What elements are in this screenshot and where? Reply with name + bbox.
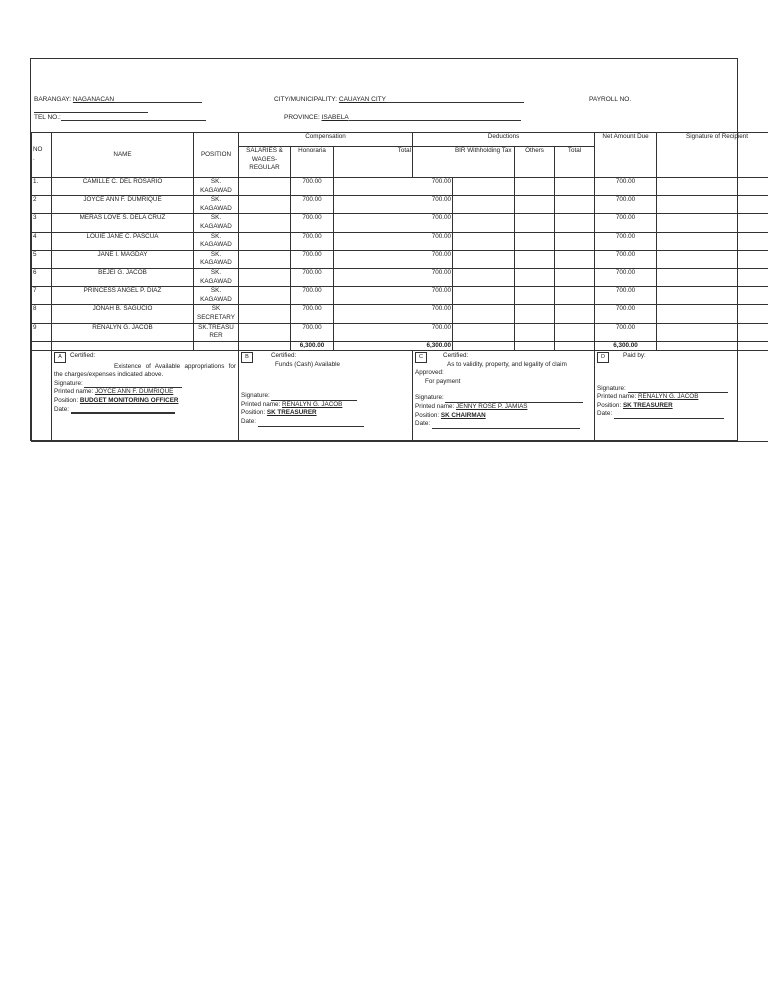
city-value: CAUAYAN CITY [338,96,386,103]
cert-a-date [54,406,236,415]
row-salaries [239,305,291,323]
row-others [515,196,555,214]
row-no: 1. [32,178,52,196]
row-others [515,250,555,268]
col-net-header: Net Amount Due [595,133,657,178]
row-position: SK. KAGAWAD [194,178,239,196]
row-signature[interactable] [657,287,768,305]
col-ded-spacer [413,147,453,178]
row-bir [453,178,515,196]
table-row [32,250,768,268]
barangay-value: NAGANACAN [72,96,115,103]
col-honoraria-header: Honoraria [291,147,334,178]
totals-row [32,341,768,350]
row-others [515,268,555,286]
cert-a-position [54,397,236,406]
cert-c-printed-value: JENNY ROSE P. JAMIAS [455,403,528,411]
cert-a-date-label: Date: [54,405,70,413]
cert-b-date [241,418,410,427]
table-row [32,268,768,286]
row-net: 700.00 [595,268,657,286]
row-position: SK. KAGAWAD [194,287,239,305]
row-bir [453,250,515,268]
row-name: BEJEI G. JACOB [52,268,194,286]
cert-c-position [415,412,592,421]
row-ded-total [555,250,595,268]
table-row [32,323,768,341]
table-row [32,214,768,232]
tel-field [34,114,206,121]
row-total: 700.00 [413,268,453,286]
cert-b-date-line[interactable] [258,426,364,427]
row-honoraria: 700.00 [291,250,334,268]
row-blank [334,196,413,214]
cert-a-printed [54,388,236,397]
row-others [515,323,555,341]
row-ded-total [555,287,595,305]
cert-d-date-label: Date: [597,410,613,418]
row-salaries [239,178,291,196]
col-comp-total-header: Total [334,147,413,178]
col-no-dot: . [33,155,35,162]
cert-c-for-payment: For payment [425,377,461,385]
cert-b-signature [241,392,410,401]
province-value: ISABELA [321,114,349,121]
cert-a-text: Existence of Available appropriations for the charges/expenses indicated above. [54,362,236,379]
row-blank [334,250,413,268]
cert-b-position [241,409,410,418]
row-signature[interactable] [657,250,768,268]
row-total: 700.00 [413,323,453,341]
row-position: SK. KAGAWAD [194,196,239,214]
city-field [274,96,524,103]
row-total: 700.00 [413,214,453,232]
row-no: 4 [32,232,52,250]
totals-position [194,341,239,350]
cert-a-signature [54,380,236,389]
certification-row [32,350,768,441]
col-no-header [32,133,52,178]
row-blank [334,178,413,196]
cert-c-printed-label: Printed name: [415,403,455,411]
row-signature[interactable] [657,323,768,341]
row-ded-total [555,232,595,250]
row-name: LOUIE JANE C. PASCUA [52,232,194,250]
row-total: 700.00 [413,250,453,268]
cert-c-position-value: SK CHAIRMAN [440,411,486,419]
cert-b-text: Funds (Cash) Available [275,360,340,368]
header-row-groups [32,133,768,147]
cert-c-position-label: Position: [415,411,440,419]
row-honoraria: 700.00 [291,287,334,305]
barangay-label: BARANGAY: [34,96,72,103]
row-total: 700.00 [413,178,453,196]
row-position: SK. KAGAWAD [194,214,239,232]
tel-label: TEL NO.: [34,114,61,121]
cert-c [413,350,595,441]
cert-d-printed [597,393,768,402]
province-field [284,114,521,121]
cert-b-signature-label: Signature: [241,392,270,400]
city-label: CITY/MUNICIPALITY: [274,96,338,103]
table-row [32,178,768,196]
cert-a-printed-label: Printed name: [54,388,94,396]
row-bir [453,305,515,323]
cert-b-title: Certified: [271,351,297,359]
cert-a-box: A [54,352,66,363]
cert-d [595,350,768,441]
col-position-header: POSITION [194,133,239,178]
cert-d-date [597,410,768,419]
row-ded-total [555,196,595,214]
row-bir [453,323,515,341]
col-bir-header: BIR Withholding Tax [453,147,515,178]
row-honoraria: 700.00 [291,305,334,323]
row-honoraria: 700.00 [291,232,334,250]
row-salaries [239,214,291,232]
table-row [32,196,768,214]
totals-signature [657,341,768,350]
row-net: 700.00 [595,196,657,214]
row-honoraria: 700.00 [291,323,334,341]
cert-b-printed-value: RENALYN G. JACOB [281,400,343,408]
row-name: PRINCESS ANGEL P. DIAZ [52,287,194,305]
totals-name [52,341,194,350]
cert-d-date-line[interactable] [614,418,724,419]
row-name: RENALYN G. JACOB [52,323,194,341]
row-salaries [239,250,291,268]
cert-b [239,350,413,441]
row-bir [453,287,515,305]
row-honoraria: 700.00 [291,178,334,196]
cert-left-margin [32,350,52,441]
table-row [32,305,768,323]
row-net: 700.00 [595,305,657,323]
cert-a-printed-value: JOYCE ANN F. DUMRIQUE [94,388,174,396]
row-ded-total [555,214,595,232]
row-net: 700.00 [595,287,657,305]
cert-b-position-value: SK TREASURER [266,409,317,417]
row-blank [334,214,413,232]
row-position: SK SECRETARY [194,305,239,323]
total-compensation: 6,300.00 [413,341,453,350]
payroll-form [30,58,749,441]
row-total: 700.00 [413,232,453,250]
row-net: 700.00 [595,232,657,250]
row-no: 7 [32,287,52,305]
col-signature-header: Signature of Recipient [657,133,768,178]
row-others [515,232,555,250]
col-ded-total-header: Total [555,147,595,178]
row-ded-total [555,305,595,323]
table-row [32,287,768,305]
row-name: CAMILLE C. DEL ROSARIO [52,178,194,196]
cert-b-printed [241,401,410,410]
row-position: SK.TREASU RER [194,323,239,341]
row-no: 9 [32,323,52,341]
row-position: SK. KAGAWAD [194,232,239,250]
barangay-continuation-line [34,112,148,113]
total-net: 6,300.00 [595,341,657,350]
row-no: 5 [32,250,52,268]
cert-d-position-value: SK TREASURER [622,401,673,409]
col-salaries-header: SALARIES & WAGES- REGULAR [239,147,291,178]
row-honoraria: 700.00 [291,268,334,286]
cert-c-box: C [415,352,427,363]
totals-bir [453,341,515,350]
row-no: 6 [32,268,52,286]
row-salaries [239,196,291,214]
cert-c-title: Certified: [443,351,469,359]
row-signature[interactable] [657,196,768,214]
row-salaries [239,268,291,286]
cert-d-position [597,402,768,411]
cert-c-date [415,420,592,429]
row-blank [334,305,413,323]
totals-blank [334,341,413,350]
row-ded-total [555,323,595,341]
row-honoraria: 700.00 [291,196,334,214]
row-position: SK. KAGAWAD [194,250,239,268]
barangay-field [34,96,202,103]
table-row [32,232,768,250]
totals-others [515,341,555,350]
cert-a-title: Certified: [70,351,96,359]
row-net: 700.00 [595,323,657,341]
cert-b-printed-label: Printed name: [241,400,281,408]
row-net: 700.00 [595,178,657,196]
totals-no [32,341,52,350]
row-signature[interactable] [657,305,768,323]
row-position: SK. KAGAWAD [194,268,239,286]
row-bir [453,268,515,286]
payroll-table [31,132,768,442]
cert-b-position-label: Position: [241,409,266,417]
row-others [515,287,555,305]
row-no: 8 [32,305,52,323]
cert-a [52,350,239,441]
row-signature[interactable] [657,178,768,196]
row-signature[interactable] [657,232,768,250]
cert-b-date-label: Date: [241,418,257,426]
row-bir [453,232,515,250]
cert-d-printed-value: RENALYN G. JACOB [637,393,699,401]
cert-c-printed [415,403,592,412]
row-total: 700.00 [413,287,453,305]
row-net: 700.00 [595,214,657,232]
row-no: 2 [32,196,52,214]
row-net: 700.00 [595,250,657,268]
row-blank [334,268,413,286]
cert-a-position-label: Position: [54,397,79,405]
cert-a-position-value: BUDGET MONITORING OFFICER [79,397,179,405]
row-name: MERAS LOVE S. DELA CRUZ [52,214,194,232]
cert-c-signature-label: Signature: [415,394,444,402]
cert-c-text: As to validity, property, and legality of claim [447,360,567,368]
cert-d-signature [597,385,768,394]
cert-c-signature [415,394,592,403]
total-honoraria: 6,300.00 [291,341,334,350]
row-others [515,305,555,323]
row-salaries [239,287,291,305]
row-others [515,178,555,196]
row-signature[interactable] [657,268,768,286]
row-salaries [239,232,291,250]
row-name: JOYCE ANN F. DUMRIQUE [52,196,194,214]
cert-d-printed-label: Printed name: [597,393,637,401]
col-name-header: NAME [52,133,194,178]
cert-d-title: Paid by: [623,351,646,359]
row-total: 700.00 [413,196,453,214]
cert-a-signature-label: Signature: [54,379,83,387]
row-blank [334,232,413,250]
province-label: PROVINCE: [284,114,320,121]
row-name: JONAH B. SAGUCIO [52,305,194,323]
payroll-no-label: PAYROLL NO. [589,96,632,103]
row-salaries [239,323,291,341]
row-blank [334,323,413,341]
row-bir [453,196,515,214]
cert-c-approved: Approved: [415,369,444,377]
row-ded-total [555,178,595,196]
row-others [515,214,555,232]
cert-d-signature-label: Signature: [597,384,626,392]
totals-salaries [239,341,291,350]
col-others-header: Others [515,147,555,178]
row-name: JANE I. MAGDAY [52,250,194,268]
cert-d-box: D [597,352,609,363]
col-no-text: NO [33,146,43,154]
cert-c-date-label: Date: [415,420,431,428]
cert-d-position-label: Position: [597,401,622,409]
row-bir [453,214,515,232]
deductions-group-header: Deductions [413,133,595,147]
cert-a-date-line[interactable] [71,412,175,414]
totals-ded-total [555,341,595,350]
compensation-group-header: Compensation [239,133,413,147]
row-honoraria: 700.00 [291,214,334,232]
row-signature[interactable] [657,214,768,232]
cert-b-box: B [241,352,253,363]
row-total: 700.00 [413,305,453,323]
row-no: 3 [32,214,52,232]
cert-c-date-line[interactable] [432,428,580,429]
row-ded-total [555,268,595,286]
row-blank [334,287,413,305]
